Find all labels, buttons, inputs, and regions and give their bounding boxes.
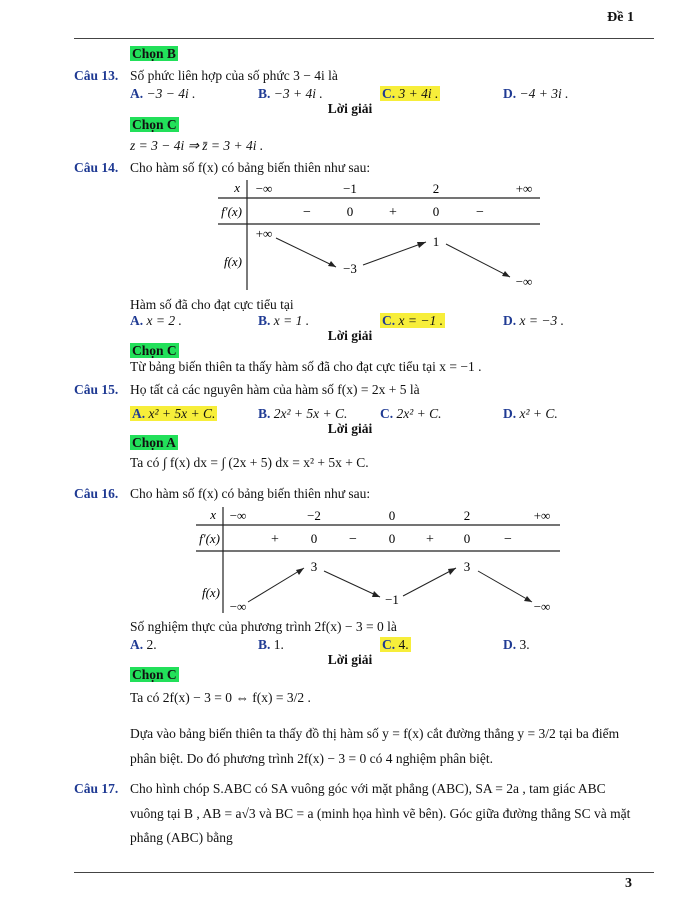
q16-text: Cho hàm số f(x) có bảng biến thiên như sau:: [130, 486, 371, 501]
q16-f-val: −∞: [533, 599, 551, 614]
q13-answer-badge: Chọn C: [132, 117, 177, 132]
q16-solution-line2: Dựa vào bảng biến thiên ta thấy đồ thị hàm số y = f(x) cắt đường thẳng y = 3/2 tại ba điểm: [130, 726, 620, 741]
q16-sign: +: [426, 532, 434, 547]
q14-opt-a: A. x = 2 .: [130, 313, 182, 328]
q13-text: Số phức liên hợp của số phức 3 − 4i là: [130, 68, 338, 83]
q14-fp-label: f′(x): [221, 204, 242, 219]
q14-f-val: +∞: [255, 226, 273, 241]
q16-x-val: +∞: [533, 508, 551, 523]
q15-answer-badge: Chọn A: [132, 435, 176, 450]
q14-f-val: −3: [343, 261, 357, 276]
q13-opt-c: C. 3 + 4i .: [382, 86, 439, 101]
prev-answer-badge: Chọn B: [132, 46, 176, 61]
q16-x-val: −∞: [229, 508, 247, 523]
q16-sign: 0: [310, 531, 318, 546]
q16-sign: +: [271, 532, 279, 547]
q14-opt-d: D. x = −3 .: [503, 313, 564, 328]
q16-arrow-down: [324, 571, 380, 597]
q16-opt-d: D. 3.: [503, 637, 530, 652]
q17-label: Câu 17.: [74, 781, 119, 796]
footer-rule: [74, 872, 654, 873]
q14-sign: 0: [346, 204, 354, 219]
q17-line2: vuông tại B , AB = a√3 và BC = a (minh họa hình vẽ bên). Góc giữa đường thẳng SC và mặt: [130, 806, 631, 821]
q16-f-label: f(x): [201, 585, 220, 600]
q15-opt-c: C. 2x² + C.: [380, 406, 442, 421]
q14-arrow-up: [363, 242, 426, 265]
q14-f-val: −∞: [515, 274, 533, 289]
q14-sign: −: [303, 205, 311, 220]
q16-x-val: 2: [463, 508, 471, 523]
q16-f-val: −∞: [229, 599, 247, 614]
q16-arrow-up: [403, 568, 456, 596]
q15-solution: Ta có ∫ f(x) dx = ∫ (2x + 5) dx = x² + 5x + C.: [130, 455, 369, 470]
q16-x-val: 0: [388, 508, 396, 523]
q15-text: Họ tất cả các nguyên hàm của hàm số f(x) = 2x + 5 là: [130, 382, 420, 397]
q13-label: Câu 13.: [74, 68, 119, 83]
q14-solution-title: Lời giải: [327, 328, 373, 343]
q16-opt-a: A. 2.: [130, 637, 157, 652]
q14-sign: 0: [432, 204, 440, 219]
q16-f-val: 3: [310, 559, 318, 574]
q16-sign: 0: [388, 531, 396, 546]
q14-answer-badge: Chọn C: [132, 343, 177, 358]
q13-solution-title: Lời giải: [327, 101, 373, 116]
q16-arrow-down: [478, 571, 532, 602]
q15-opt-b: B. 2x² + 5x + C.: [258, 406, 348, 421]
q15-solution-title: Lời giải: [327, 421, 373, 436]
q14-f-label: f(x): [223, 254, 242, 269]
q14-sign: −: [476, 205, 484, 220]
q16-sign: −: [504, 532, 512, 547]
q16-opt-c: C. 4.: [382, 637, 409, 652]
q13-opt-a: A. −3 − 4i .: [130, 86, 196, 101]
q13-opt-d: D. −4 + 3i .: [503, 86, 569, 101]
q14-x-val: −1: [343, 181, 357, 196]
q14-arrow-down: [446, 244, 510, 277]
q14-sign: +: [389, 205, 397, 220]
q14-arrow-down: [276, 238, 336, 267]
q17-line3: phẳng (ABC) bằng: [130, 830, 233, 845]
q13-opt-b: B. −3 + 4i .: [258, 86, 323, 101]
q15-opt-a: A. x² + 5x + C.: [132, 406, 216, 421]
q16-solution-line3: phân biệt. Do đó phương trình 2f(x) − 3 = 0 có 4 nghiệm phân biệt.: [130, 751, 493, 766]
q14-opt-b: B. x = 1 .: [258, 313, 310, 328]
q14-x-label: x: [234, 180, 240, 195]
q14-label: Câu 14.: [74, 160, 119, 175]
q16-question: Số nghiệm thực của phương trình 2f(x) − 3 = 0 là: [130, 619, 397, 634]
q15-opt-d: D. x² + C.: [503, 406, 558, 421]
q16-answer-badge: Chọn C: [132, 667, 177, 682]
q16-f-val: 3: [463, 559, 471, 574]
q16-opt-b: B. 1.: [258, 637, 284, 652]
header-rule: [74, 38, 654, 39]
q16-x-val: −2: [307, 508, 321, 523]
q16-sign: −: [349, 532, 357, 547]
q13-solution: z = 3 − 4i ⇒ z̄ = 3 + 4i .: [130, 138, 264, 153]
q14-variation-table: [200, 178, 560, 296]
q16-f-val: −1: [385, 592, 399, 607]
q16-arrow-up: [248, 568, 304, 602]
q14-text: Cho hàm số f(x) có bảng biến thiên như sau:: [130, 160, 371, 175]
q16-x-label: x: [210, 507, 216, 522]
q14-solution: Từ bảng biến thiên ta thấy hàm số đã cho đạt cực tiểu tại x = −1 .: [130, 359, 482, 374]
q16-fp-label: f′(x): [199, 531, 220, 546]
q15-label: Câu 15.: [74, 382, 119, 397]
q14-x-val: +∞: [515, 181, 533, 196]
q16-label: Câu 16.: [74, 486, 119, 501]
q14-question: Hàm số đã cho đạt cực tiểu tại: [130, 297, 294, 312]
page-number: 3: [625, 876, 632, 891]
q16-solution-title: Lời giải: [327, 652, 373, 667]
q14-x-val: −∞: [255, 181, 273, 196]
page-header-title: Đề 1: [607, 10, 634, 25]
q16-sign: 0: [463, 531, 471, 546]
q14-x-val: 2: [432, 181, 440, 196]
q16-variation-table: [190, 505, 570, 617]
q17-line1: Cho hình chóp S.ABC có SA vuông góc với mặt phẳng (ABC), SA = 2a , tam giác ABC: [130, 781, 606, 796]
q14-opt-c: C. x = −1 .: [382, 313, 443, 328]
q16-solution-line1: Ta có 2f(x) − 3 = 0 ⇔ f(x) = 3/2 .: [130, 690, 311, 705]
q14-f-val: 1: [432, 234, 440, 249]
